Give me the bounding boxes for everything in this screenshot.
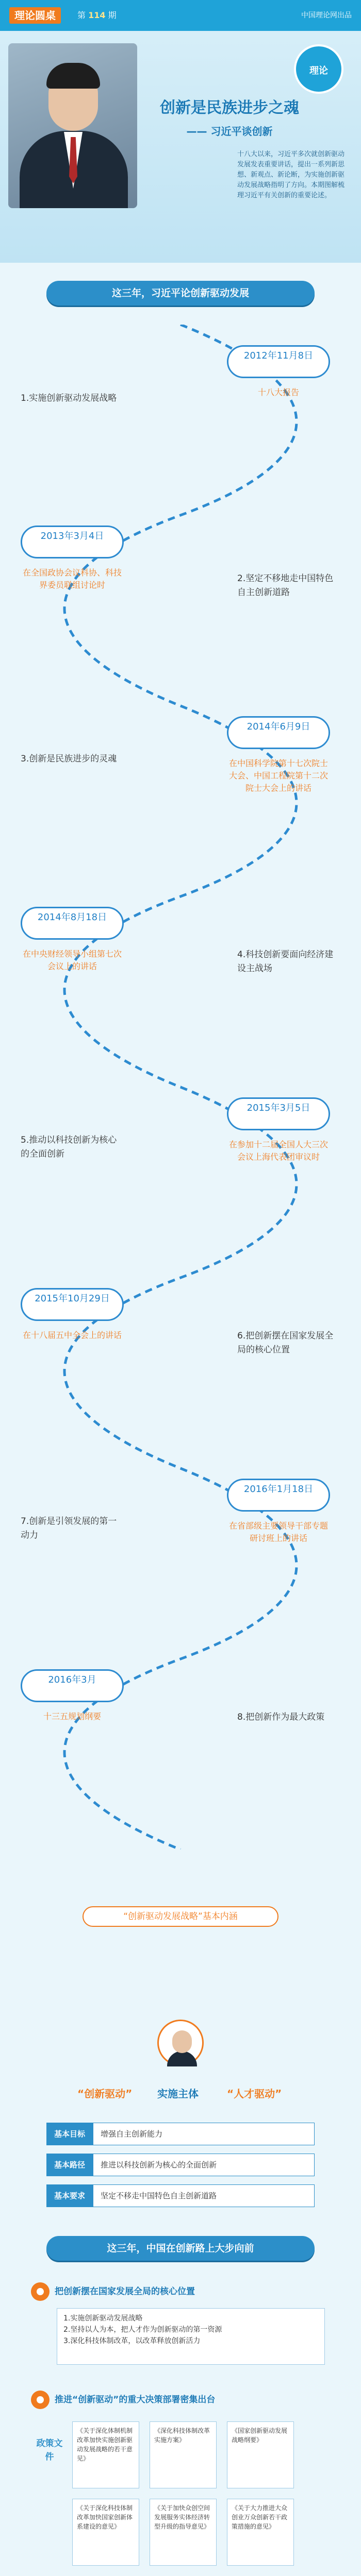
section1-banner: 这三年，习近平论创新驱动发展 bbox=[46, 281, 315, 306]
sub1-box bbox=[57, 2308, 325, 2365]
timeline-item-1: 1.实施创新驱动发展战略 bbox=[21, 393, 117, 403]
timeline-date-8: 2016年3月 bbox=[21, 1669, 124, 1702]
sub-heading-1-text: 把创新摆在国家发展全局的核心位置 bbox=[55, 2286, 195, 2297]
timeline-item-7: 7.创新是引领发展的第一动力 bbox=[21, 1516, 117, 1540]
sub-heading-2-text: 推进“创新驱动”的重大决策部署密集出台 bbox=[55, 2395, 216, 2405]
timeline-item-3: 3.创新是民族进步的灵魂 bbox=[21, 754, 117, 764]
timeline-item-2: 2.坚定不移地走中国特色自主创新道路 bbox=[237, 573, 334, 598]
core-right-label: “人才驱动” bbox=[227, 2088, 282, 2100]
policy-card-4: 《关于深化科技体制改革加快国家创新体系建设的意见》 bbox=[72, 2499, 139, 2566]
section3-banner: 这三年，中国在创新路上大步向前 bbox=[46, 2236, 315, 2261]
goal-text: 增强自主创新能力 bbox=[93, 2123, 315, 2145]
timeline-date-3: 2014年6月9日 bbox=[227, 716, 330, 749]
timeline-item-6: 6.把创新摆在国家发展全局的核心位置 bbox=[237, 1331, 334, 1355]
page-subtitle: —— 习近平谈创新 bbox=[186, 125, 273, 138]
hero-section bbox=[0, 31, 361, 263]
goal-row-3 bbox=[46, 2184, 315, 2207]
issue-label bbox=[77, 9, 117, 22]
sub1-line-2: 2.坚持以人为本，把人才作为创新驱动的第一资源 bbox=[63, 2326, 222, 2334]
timeline-source-4: 在中央财经领导小组第七次会议上的讲话 bbox=[22, 949, 122, 971]
issue-number: 114 bbox=[88, 10, 106, 20]
site-name: 中国理论网出品 bbox=[301, 11, 352, 20]
policy-card-1: 《关于深化体制机制改革加快实施创新驱动发展战略的若干意见》 bbox=[72, 2421, 139, 2488]
timeline-item-8: 8.把创新作为最大政策 bbox=[237, 1712, 325, 1722]
policy-label: 政策文件 bbox=[36, 2438, 63, 2462]
timeline-item-4: 4.科技创新要面向经济建设主战场 bbox=[237, 950, 334, 974]
policy-card-6: 《关于大力推进大众创业万众创新若干政策措施的意见》 bbox=[227, 2499, 294, 2566]
sub1-line-1: 1.实施创新驱动发展战略 bbox=[63, 2314, 143, 2323]
sub1-line-3: 3.深化科技体制改革，以改革释放创新活力 bbox=[63, 2337, 201, 2345]
timeline-source-2: 在全国政协会议科协、科技界委员联组讨论时 bbox=[22, 568, 122, 590]
timeline-date-7: 2016年1月18日 bbox=[227, 1479, 330, 1512]
timeline-source-3: 在中国科学院第十七次院士大会、中国工程院第十二次院士大会上的讲话 bbox=[228, 758, 328, 793]
sub-heading-2 bbox=[31, 2391, 330, 2409]
policy-card-2: 《深化科技体制改革实施方案》 bbox=[150, 2421, 217, 2488]
sub-heading-1 bbox=[31, 2282, 330, 2301]
goal-row-1 bbox=[46, 2123, 315, 2145]
timeline-date-1: 2012年11月8日 bbox=[227, 345, 330, 378]
goal-tag: 基本要求 bbox=[46, 2184, 93, 2207]
timeline-source-5: 在参加十二届全国人大三次会议上海代表团审议时 bbox=[228, 1140, 328, 1162]
core-left-label: “创新驱动” bbox=[77, 2088, 133, 2100]
timeline-source-6: 在十八届五中全会上的讲话 bbox=[22, 1330, 122, 1340]
issue-suffix: 期 bbox=[108, 10, 117, 20]
goal-tag: 基本路径 bbox=[46, 2154, 93, 2176]
goal-tag: 基本目标 bbox=[46, 2123, 93, 2145]
header-bar bbox=[0, 0, 361, 31]
timeline-source-1: 十八大报告 bbox=[257, 387, 299, 397]
issue-prefix: 第 bbox=[77, 10, 86, 20]
section2-title: “创新驱动发展战略”基本内涵 bbox=[83, 1906, 278, 1927]
timeline-date-5: 2015年3月5日 bbox=[227, 1097, 330, 1130]
policy-card-3: 《国家创新驱动发展战略纲要》 bbox=[227, 2421, 294, 2488]
policy-card-5: 《关于加快众创空间发展服务实体经济转型升级的指导意见》 bbox=[150, 2499, 217, 2566]
timeline-date-6: 2015年10月29日 bbox=[21, 1288, 124, 1321]
timeline-date-4: 2014年8月18日 bbox=[21, 907, 124, 940]
timeline-item-5: 5.推动以科技创新为核心的全面创新 bbox=[21, 1135, 117, 1159]
core-mid-label: 实施主体 bbox=[157, 2088, 199, 2100]
timeline-source-8: 十三五规划纲要 bbox=[43, 1711, 101, 1721]
theory-badge: 理论 bbox=[294, 44, 343, 94]
site-logo[interactable]: 理论圆桌 bbox=[9, 7, 61, 24]
avatar bbox=[157, 2020, 204, 2066]
goal-text: 坚定不移走中国特色自主创新道路 bbox=[93, 2184, 315, 2207]
goal-row-2 bbox=[46, 2154, 315, 2176]
hero-intro: 十八大以来，习近平多次就创新驱动发展发表重要讲话，提出一系列新思想、新观点、新论断，为实施创新驱动发展战略指明了方向。本期图解梳理习近平有关创新的重要论述。 bbox=[237, 150, 345, 199]
timeline-date-2: 2013年3月4日 bbox=[21, 526, 124, 558]
timeline-source-7: 在省部级主要领导干部专题研讨班上的讲话 bbox=[228, 1521, 328, 1543]
timeline bbox=[0, 325, 361, 1850]
page-title: 创新是民族进步之魂 bbox=[160, 99, 299, 117]
goal-text: 推进以科技创新为核心的全面创新 bbox=[93, 2154, 315, 2176]
